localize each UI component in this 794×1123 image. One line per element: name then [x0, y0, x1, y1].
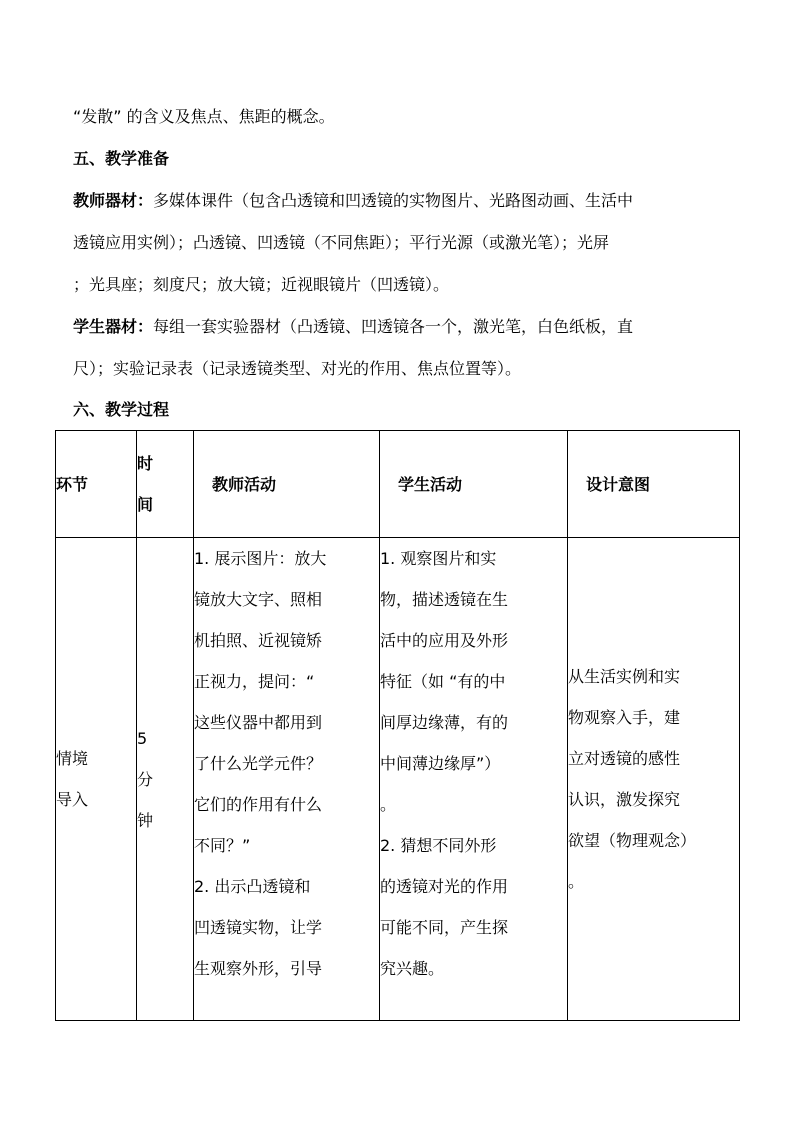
- teacher-materials-label: 教师器材：: [73, 191, 154, 210]
- teacher-materials-line-2: 透镜应用实例）；凸透镜、凹透镜（不同焦距）；平行光源（或激光笔）；光屏: [73, 233, 610, 252]
- cell-student-activity: [380, 538, 568, 1021]
- teacher-activity-line: 这些仪器中都用到: [194, 713, 323, 732]
- teacher-activity-line: 凹透镜实物，让学: [194, 918, 323, 937]
- section-5-heading: 五、教学准备: [73, 149, 170, 168]
- student-activity-line: 特征（如 “有的中: [380, 672, 506, 691]
- teacher-activity-line: 2. 出示凸透镜和: [194, 877, 311, 896]
- header-time: [137, 431, 194, 538]
- header-teacher-activity: 教师活动: [194, 431, 380, 538]
- student-materials-text: 每组一套实验器材（凸透镜、凹透镜各一个，激光笔，白色纸板，直: [153, 317, 634, 336]
- cell-teacher-activity: [194, 538, 380, 1021]
- student-materials-line-1: [73, 317, 633, 337]
- teacher-activity-line: 1. 展示图片：放大: [194, 549, 327, 568]
- header-stage: 环节: [56, 431, 137, 538]
- teacher-activity-line: 机拍照、近视镜矫: [194, 631, 323, 650]
- teacher-activity-line: 不同？”: [194, 836, 251, 855]
- student-activity-line: 物，描述透镜在生: [380, 590, 509, 609]
- teacher-materials-text: 多媒体课件（包含凸透镜和凹透镜的实物图片、光路图动画、生活中: [153, 191, 634, 210]
- student-activity-line: 中间薄边缘厚”）: [380, 754, 501, 773]
- student-activity-line: 2. 猜想不同外形: [380, 836, 497, 855]
- teacher-materials-line-1: [73, 191, 633, 211]
- stage-line-2: 导入: [56, 790, 89, 809]
- teacher-activity-line: 了什么光学元件？: [194, 754, 323, 773]
- stage-line-1: 情境: [56, 749, 89, 768]
- table-row: [56, 538, 740, 1021]
- student-activity-line: 可能不同，产生探: [380, 918, 509, 937]
- header-time-line-1: 时: [137, 454, 154, 473]
- teacher-activity-line: 生观察外形，引导: [194, 959, 323, 978]
- design-intent-line: 认识，激发探究: [568, 790, 681, 809]
- time-line-2: 分: [137, 769, 154, 789]
- header-design-intent: 设计意图: [568, 431, 740, 538]
- design-intent-line: 从生活实例和实: [568, 667, 681, 686]
- student-activity-line: 究兴趣。: [380, 959, 445, 978]
- design-intent-line: 欲望（物理观念）: [568, 831, 697, 850]
- header-time-line-2: 间: [137, 495, 154, 514]
- cell-time: [137, 538, 194, 1021]
- cell-stage: [56, 538, 137, 1021]
- student-materials-label: 学生器材：: [73, 317, 154, 336]
- teaching-process-table: [55, 430, 740, 1021]
- design-intent-line: 物观察入手，建: [568, 708, 681, 727]
- time-line-3: 钟: [137, 810, 154, 830]
- teacher-activity-line: 它们的作用有什么: [194, 795, 323, 814]
- student-activity-line: 1. 观察图片和实: [380, 549, 497, 568]
- student-activity-line: 。: [380, 795, 397, 814]
- section-6-heading: 六、教学过程: [73, 400, 170, 419]
- teacher-activity-line: 镜放大文字、照相: [194, 590, 323, 609]
- teacher-materials-line-3: ；光具座；刻度尺；放大镜；近视眼镜片（凹透镜）。: [73, 275, 450, 294]
- header-student-activity: 学生活动: [380, 431, 568, 538]
- intro-tail-text: “发散” 的含义及焦点、焦距的概念。: [73, 107, 335, 126]
- cell-design-intent: [568, 538, 740, 1021]
- student-materials-line-2: 尺）；实验记录表（记录透镜类型、对光的作用、焦点位置等）。: [73, 359, 522, 378]
- student-activity-line: 活中的应用及外形: [380, 631, 509, 650]
- table-header-row: [56, 431, 740, 538]
- student-activity-line: 的透镜对光的作用: [380, 877, 509, 896]
- student-activity-line: 间厚边缘薄，有的: [380, 713, 509, 732]
- design-intent-line: 立对透镜的感性: [568, 749, 681, 768]
- teacher-activity-line: 正视力，提问：“: [194, 672, 315, 691]
- time-line-1: 5: [137, 728, 148, 748]
- design-intent-line: 。: [568, 872, 585, 891]
